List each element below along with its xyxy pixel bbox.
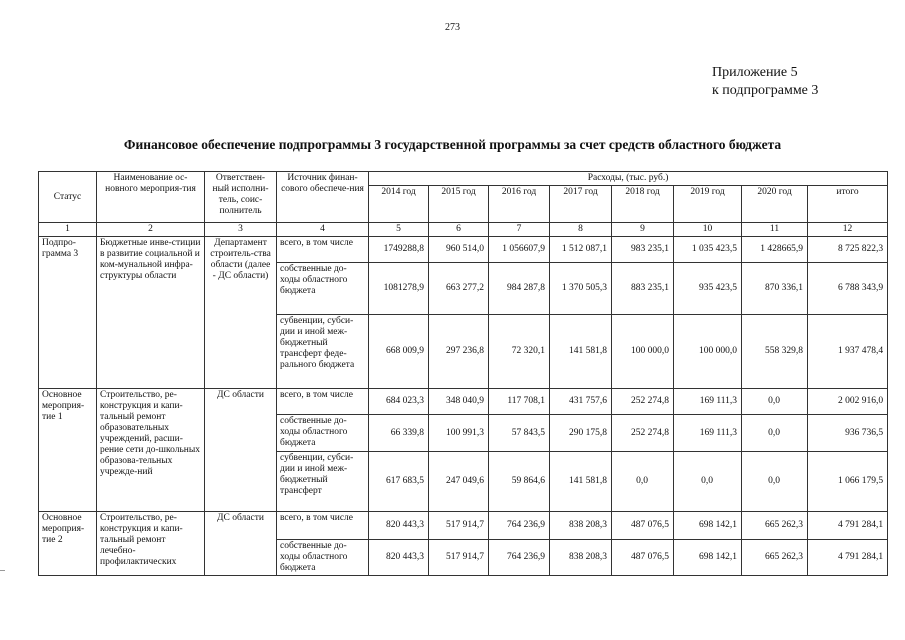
value-cell: 663 277,2 xyxy=(429,263,489,315)
row-source: субвенции, субси-дии и иной меж-бюджетный трансферт xyxy=(277,452,369,512)
table-row xyxy=(39,389,888,415)
value-cell: 252 274,8 xyxy=(612,415,674,452)
row-status: Подпро-грамма 3 xyxy=(39,237,97,389)
value-cell: 0,0 xyxy=(742,452,808,512)
row-executor: ДС области xyxy=(205,389,277,512)
row-source: собственные до-ходы областного бюджета xyxy=(277,263,369,315)
value-cell: 141 581,8 xyxy=(550,315,612,389)
value-cell: 100 000,0 xyxy=(612,315,674,389)
value-cell: 59 864,6 xyxy=(489,452,550,512)
value-cell: 764 236,9 xyxy=(489,512,550,540)
header-expenses: Расходы, (тыс. руб.) xyxy=(369,172,888,186)
value-cell: 348 040,9 xyxy=(429,389,489,415)
row-source: всего, в том числе xyxy=(277,237,369,263)
value-cell: 0,0 xyxy=(612,452,674,512)
column-index: 2 xyxy=(97,223,205,237)
value-cell: 617 683,5 xyxy=(369,452,429,512)
value-cell: 487 076,5 xyxy=(612,512,674,540)
value-cell: 487 076,5 xyxy=(612,540,674,576)
value-cell: 100 000,0 xyxy=(674,315,742,389)
value-cell: 66 339,8 xyxy=(369,415,429,452)
header-year: 2014 год xyxy=(369,186,429,223)
row-source: собственные до-ходы областного бюджета xyxy=(277,540,369,576)
total-cell: 2 002 916,0 xyxy=(808,389,888,415)
value-cell: 698 142,1 xyxy=(674,540,742,576)
column-index-row xyxy=(39,223,888,237)
header-year: 2016 год xyxy=(489,186,550,223)
value-cell: 558 329,8 xyxy=(742,315,808,389)
value-cell: 1 512 087,1 xyxy=(550,237,612,263)
value-cell: 883 235,1 xyxy=(612,263,674,315)
value-cell: 820 443,3 xyxy=(369,512,429,540)
value-cell: 838 208,3 xyxy=(550,540,612,576)
value-cell: 517 914,7 xyxy=(429,540,489,576)
row-status: Основное мероприя-тие 2 xyxy=(39,512,97,576)
value-cell: 1081278,9 xyxy=(369,263,429,315)
value-cell: 935 423,5 xyxy=(674,263,742,315)
column-index: 5 xyxy=(369,223,429,237)
header-year: 2019 год xyxy=(674,186,742,223)
header-name: Наименование ос-новного мероприя-тия xyxy=(97,172,205,223)
total-cell: 8 725 822,3 xyxy=(808,237,888,263)
value-cell: 960 514,0 xyxy=(429,237,489,263)
value-cell: 1 056607,9 xyxy=(489,237,550,263)
scan-margin-mark xyxy=(0,570,5,571)
row-status: Основное мероприя-тие 1 xyxy=(39,389,97,512)
total-cell: 1 066 179,5 xyxy=(808,452,888,512)
value-cell: 57 843,5 xyxy=(489,415,550,452)
total-cell: 6 788 343,9 xyxy=(808,263,888,315)
total-cell: 936 736,5 xyxy=(808,415,888,452)
row-source: субвенции, субси-дии и иной меж-бюджетный трансферт феде-рального бюджета xyxy=(277,315,369,389)
row-source: всего, в том числе xyxy=(277,512,369,540)
value-cell: 517 914,7 xyxy=(429,512,489,540)
header-status: Статус xyxy=(39,172,97,223)
value-cell: 141 581,8 xyxy=(550,452,612,512)
value-cell: 169 111,3 xyxy=(674,415,742,452)
appendix-note xyxy=(712,64,818,100)
value-cell: 983 235,1 xyxy=(612,237,674,263)
value-cell: 72 320,1 xyxy=(489,315,550,389)
value-cell: 252 274,8 xyxy=(612,389,674,415)
value-cell: 1 370 505,3 xyxy=(550,263,612,315)
row-measure-name: Строительство, ре-конструкция и капи-тальный ремонт образовательных учреждений, расши-рение сети до-школьных образова-тельных учрежде-ний xyxy=(97,389,205,512)
page-number: 273 xyxy=(445,22,460,33)
value-cell: 684 023,3 xyxy=(369,389,429,415)
table-row xyxy=(39,237,888,263)
header-row-1 xyxy=(39,172,888,186)
value-cell: 764 236,9 xyxy=(489,540,550,576)
value-cell: 0,0 xyxy=(742,389,808,415)
column-index: 9 xyxy=(612,223,674,237)
row-measure-name: Бюджетные инве-стиции в развитие социальной и ком-мунальной инфра-структуры области xyxy=(97,237,205,389)
value-cell: 668 009,9 xyxy=(369,315,429,389)
value-cell: 698 142,1 xyxy=(674,512,742,540)
row-executor: Департамент строитель-ства области (далее - ДС области) xyxy=(205,237,277,389)
column-index: 8 xyxy=(550,223,612,237)
value-cell: 665 262,3 xyxy=(742,512,808,540)
column-index: 1 xyxy=(39,223,97,237)
header-executor: Ответствен-ный исполни-тель, соис-полнитель xyxy=(205,172,277,223)
header-source: Источник финан-сового обеспече-ния xyxy=(277,172,369,223)
value-cell: 100 991,3 xyxy=(429,415,489,452)
table-row xyxy=(39,512,888,540)
value-cell: 431 757,6 xyxy=(550,389,612,415)
row-source: всего, в том числе xyxy=(277,389,369,415)
value-cell: 1 428665,9 xyxy=(742,237,808,263)
value-cell: 0,0 xyxy=(674,452,742,512)
total-cell: 4 791 284,1 xyxy=(808,512,888,540)
financing-table xyxy=(38,171,888,576)
header-year: 2018 год xyxy=(612,186,674,223)
value-cell: 984 287,8 xyxy=(489,263,550,315)
value-cell: 838 208,3 xyxy=(550,512,612,540)
header-year: 2020 год xyxy=(742,186,808,223)
value-cell: 1 035 423,5 xyxy=(674,237,742,263)
total-cell: 1 937 478,4 xyxy=(808,315,888,389)
row-executor: ДС области xyxy=(205,512,277,576)
value-cell: 290 175,8 xyxy=(550,415,612,452)
row-source: собственные до-ходы областного бюджета xyxy=(277,415,369,452)
value-cell: 870 336,1 xyxy=(742,263,808,315)
column-index: 4 xyxy=(277,223,369,237)
value-cell: 1749288,8 xyxy=(369,237,429,263)
column-index: 3 xyxy=(205,223,277,237)
column-index: 11 xyxy=(742,223,808,237)
value-cell: 297 236,8 xyxy=(429,315,489,389)
column-index: 7 xyxy=(489,223,550,237)
column-index: 6 xyxy=(429,223,489,237)
appendix-line-2: к подпрограмме 3 xyxy=(712,83,819,98)
column-index: 12 xyxy=(808,223,888,237)
document-title: Финансовое обеспечение подпрограммы 3 государственной программы за счет средств областного бюджета xyxy=(123,137,782,152)
value-cell: 820 443,3 xyxy=(369,540,429,576)
value-cell: 117 708,1 xyxy=(489,389,550,415)
total-cell: 4 791 284,1 xyxy=(808,540,888,576)
value-cell: 665 262,3 xyxy=(742,540,808,576)
header-year: 2017 год xyxy=(550,186,612,223)
value-cell: 169 111,3 xyxy=(674,389,742,415)
header-total: итого xyxy=(808,186,888,223)
header-year: 2015 год xyxy=(429,186,489,223)
value-cell: 0,0 xyxy=(742,415,808,452)
row-measure-name: Строительство, ре-конструкция и капи-тальный ремонт лечебно-профилактических xyxy=(97,512,205,576)
appendix-line-1: Приложение 5 xyxy=(712,65,798,80)
value-cell: 247 049,6 xyxy=(429,452,489,512)
column-index: 10 xyxy=(674,223,742,237)
